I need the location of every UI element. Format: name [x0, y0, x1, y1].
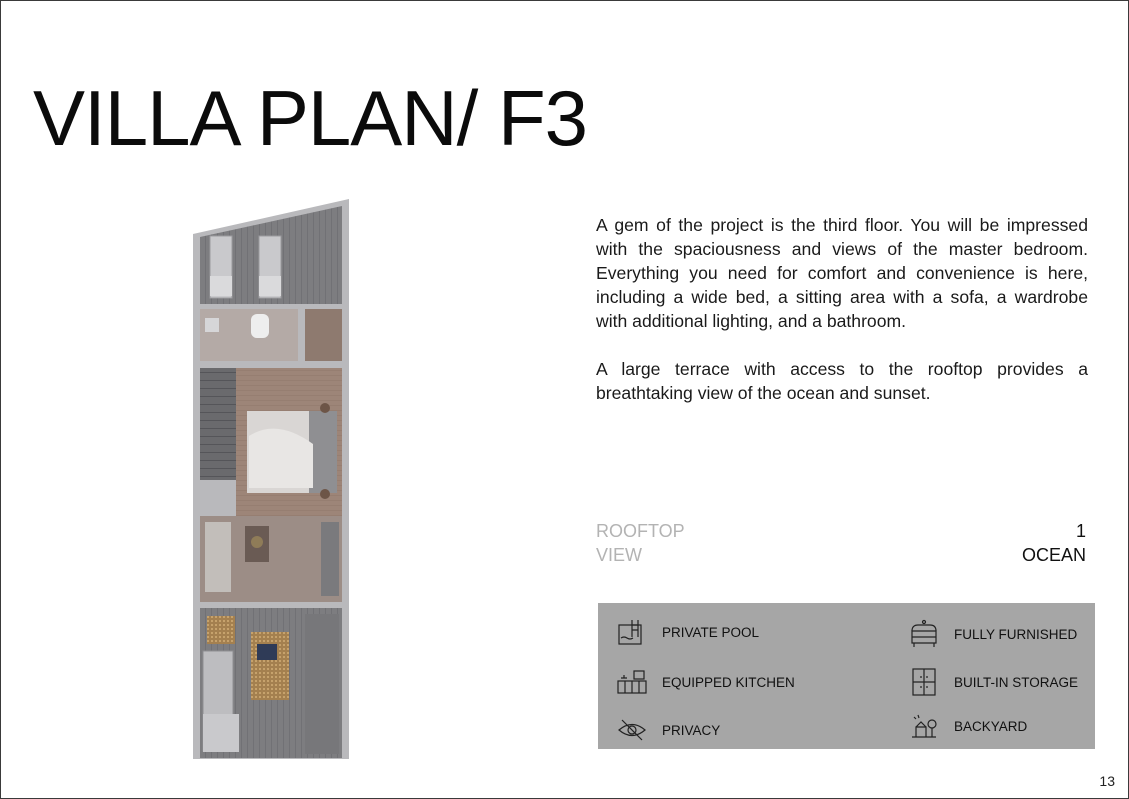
backyard-icon: [908, 711, 940, 741]
specs-table: [596, 519, 1086, 567]
feature-fully-furnished: [908, 619, 1077, 649]
feature-private-pool: [616, 617, 759, 647]
furniture-icon: [908, 619, 940, 649]
feature-backyard: [908, 711, 1027, 741]
spec-row-view: [596, 543, 1086, 567]
feature-label: BUILT-IN STORAGE: [954, 674, 1079, 690]
spec-label: VIEW: [596, 545, 643, 565]
pool-icon: [616, 617, 648, 647]
floor-plan-image: [187, 196, 357, 766]
spec-value: OCEAN: [1021, 545, 1086, 565]
feature-label: BACKYARD: [954, 718, 1028, 734]
page-number: 13: [1099, 773, 1115, 789]
spec-row-rooftop: [596, 519, 1086, 543]
eye-slash-icon: [616, 715, 648, 745]
description: [596, 213, 1088, 405]
description-paragraph-1: A gem of the project is the third floor. You will be impressed with the spaciousness and views of the master bedroom. Everything you need for comfort and convenience is here, including a wide bed, a sitting area with a sofa, a wardrobe with additional lighting, and a bathroom.: [596, 215, 1088, 331]
feature-label: PRIVACY: [662, 722, 721, 738]
page-title: VILLA PLAN/ F3: [33, 74, 587, 162]
feature-label: FULLY FURNISHED: [954, 626, 1078, 642]
kitchen-icon: [616, 667, 648, 697]
spec-label: ROOFTOP: [596, 521, 685, 541]
feature-equipped-kitchen: [616, 667, 795, 697]
feature-label: EQUIPPED KITCHEN: [662, 674, 795, 690]
storage-icon: [908, 667, 940, 697]
feature-label: PRIVATE POOL: [662, 624, 760, 640]
feature-privacy: [616, 715, 720, 745]
feature-built-in-storage: [908, 667, 1078, 697]
description-paragraph-2: A large terrace with access to the rooftop provides a breathtaking view of the ocean and sunset.: [596, 359, 1088, 403]
spec-value: 1: [1075, 521, 1086, 541]
features-panel: [598, 603, 1095, 749]
